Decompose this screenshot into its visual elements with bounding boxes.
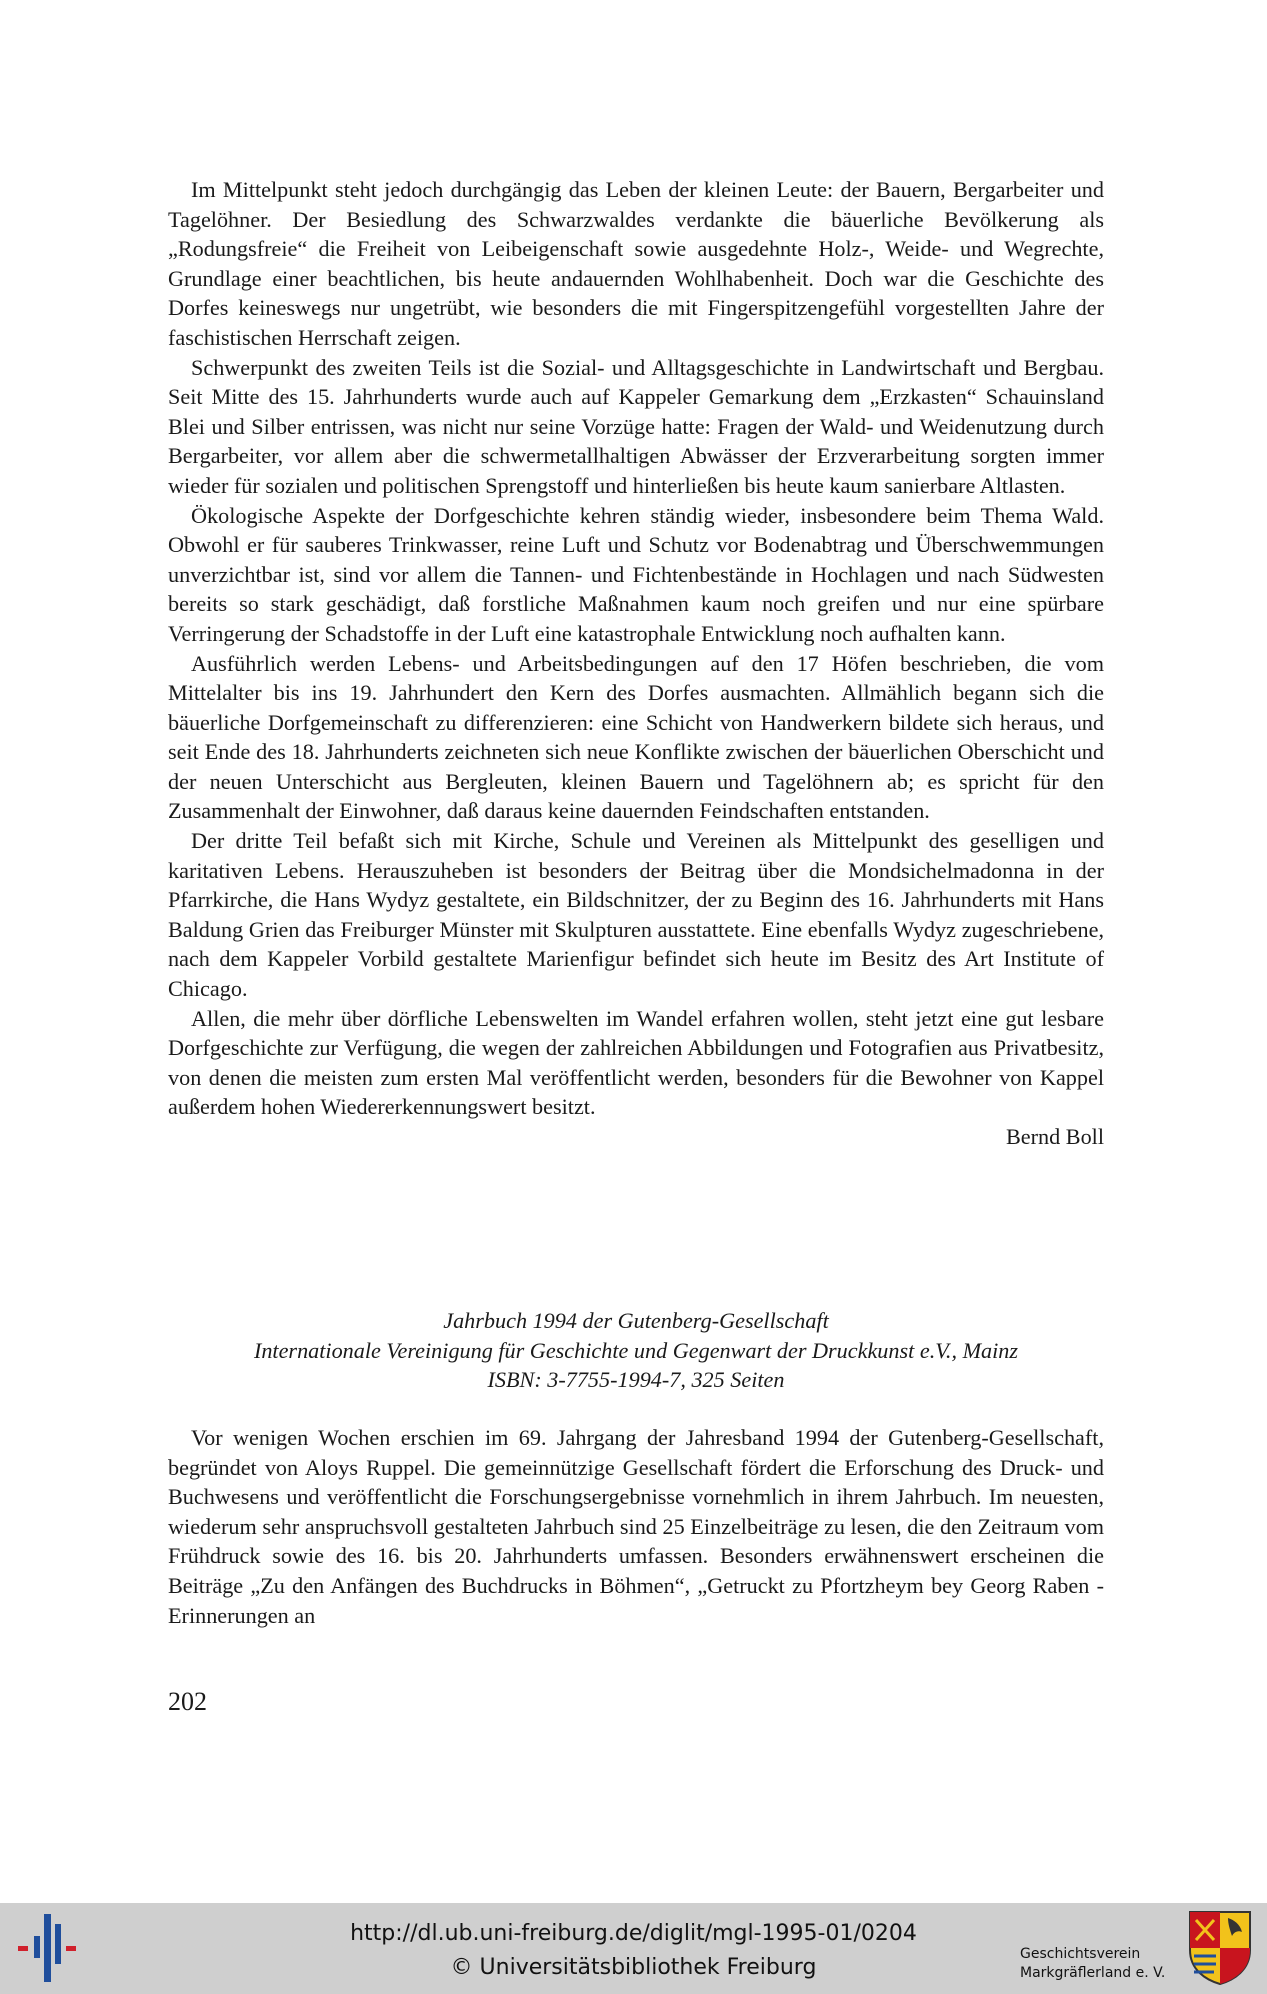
review-body-2 xyxy=(168,1423,1104,1630)
book-isbn: ISBN: 3-7755-1994-7, 325 Seiten xyxy=(487,1367,785,1393)
book-title: Jahrbuch 1994 der Gutenberg-Gesellschaft xyxy=(443,1308,829,1333)
paragraph: Im Mittelpunkt steht jedoch durchgängig das Leben der kleinen Leute: der Bauern, Bergarbeiter und Tagelöhner. Der Besiedlung des Schwarzwaldes verdankte die bäuerliche Bevölkerung als „Rodungsfreie“ die Freiheit von Leibeigenschaft sowie ausgedehnte Holz-, Weide- und Wegrechte, Grundlage einer beachtlichen, bis heute andauernden Wohlhabenheit. Doch war die Geschichte des Dorfes keineswegs nur ungetrübt, wie besonders die mit Fingerspitzengefühl vorgestellten Jahre der faschistischen Herrschaft zeigen. xyxy=(168,177,1104,350)
book-publisher: Internationale Vereinigung für Geschichte und Gegenwart der Druckkunst e.V., Mainz xyxy=(253,1337,1019,1363)
copyright-notice: © Universitätsbibliothek Freiburg xyxy=(450,1955,817,1980)
paragraph: Allen, die mehr über dörfliche Lebenswelten im Wandel erfahren wollen, steht jetzt eine gut lesbare Dorfgeschichte zur Verfügung, die wegen der zahlreichen Abbildungen und Fotografien aus Privatbesitz, von denen die meisten zum ersten Mal veröffentlicht werden, besonders für die Bewohner von Kappel außerdem hohen Wiedererkennungswert besitzt. xyxy=(168,1005,1104,1120)
review-author: Bernd Boll xyxy=(1006,1124,1104,1149)
society-line-2: Markgräflerland e. V. xyxy=(1020,1965,1166,1981)
paragraph: Vor wenigen Wochen erschien im 69. Jahrgang der Jahresband 1994 der Gutenberg-Gesellschaft, begründet von Aloys Ruppel. Die gemeinnützige Gesellschaft fördert die Erforschung des Druck- und Buchwesens und veröffentlicht die Forschungsergebnisse vornehmlich in ihrem Jahrbuch. Im neuesten, wiederum sehr anspruchsvoll gestalteten Jahrbuch sind 25 Einzelbeiträge zu lesen, die den Zeitraum vom Frühdruck sowie des 16. bis 20. Jahrhunderts umfassen. Besonders erwähnenswert erscheinen die Beiträge „Zu den Anfängen des Buchdrucks in Böhmen“, „Getruckt zu Pfortzheym bey Georg Raben - Erinnerungen an xyxy=(168,1425,1104,1628)
society-name xyxy=(1020,1945,1180,1983)
paragraph: Schwerpunkt des zweiten Teils ist die Sozial- und Alltagsgeschichte in Landwirtschaft und Bergbau. Seit Mitte des 15. Jahrhunderts wurde auch auf Kappeler Gemarkung dem „Erzkasten“ Schauinsland Blei und Silber entrissen, was nicht nur seine Vorzüge hatte: Fragen der Wald- und Weidenutzung durch Bergarbeiter, vor allem aber die schwermetallhaltigen Abwässer der Erzverarbeitung sorgten immer wieder für sozialen und politischen Sprengstoff und hinterließen bis heute kaum sanierbare Altlasten. xyxy=(168,354,1104,498)
paragraph: Der dritte Teil befaßt sich mit Kirche, Schule und Vereinen als Mittelpunkt des geselligen und karitativen Lebens. Herauszuheben ist besonders der Beitrag über die Mondsichelmadonna in der Pfarrkirche, die Hans Wydyz gestaltete, ein Bildschnitzer, der zu Beginn des 16. Jahrhunderts mit Hans Baldung Grien das Freiburger Münster mit Skulpturen ausstattete. Eine ebenfalls Wydyz zugeschriebene, nach dem Kappeler Vorbild gestaltete Marienfigur befindet sich heute im Besitz des Art Institute of Chicago. xyxy=(168,828,1104,1002)
society-line-1: Geschichtsverein xyxy=(1020,1946,1141,1962)
coat-of-arms-icon xyxy=(1188,1910,1252,1986)
book-citation xyxy=(168,1306,1104,1395)
paragraph: Ausführlich werden Lebens- und Arbeitsbedingungen auf den 17 Höfen beschrieben, die vom Mittelalter bis ins 19. Jahrhundert den Kern des Dorfes ausmachten. Allmählich begann sich die bäuerliche Dorfgemeinschaft zu differenzieren: eine Schicht von Handwerkern bildete sich heraus, und seit Ende des 18. Jahrhunderts zeichneten sich neue Konflikte zwischen der bäuerlichen Oberschicht und der neuen Unterschicht aus Bergleuten, kleinen Bauern und Tagelöhnern ab; es spricht für den Zusammenhalt der Einwohner, daß daraus keine dauernden Feindschaften entstanden. xyxy=(168,650,1104,824)
review-body xyxy=(168,175,1104,1152)
paragraph: Ökologische Aspekte der Dorfgeschichte kehren ständig wieder, insbesondere beim Thema Wald. Obwohl er für sauberes Trinkwasser, reine Luft und Schutz vor Bodenabtrag und Überschwemmungen unverzichtbar ist, sind vor allem die Tannen- und Fichtenbestände in Hochlagen und nach Südwesten bereits so stark geschädigt, daß forstliche Maßnahmen kaum noch greifen und nur eine spürbare Verringerung der Schadstoffe in der Luft eine katastrophale Entwicklung noch aufhalten kann. xyxy=(168,502,1104,646)
permalink[interactable]: http://dl.ub.uni-freiburg.de/diglit/mgl-1995-01/0204 xyxy=(350,1921,917,1946)
page-number: 202 xyxy=(168,1687,207,1716)
